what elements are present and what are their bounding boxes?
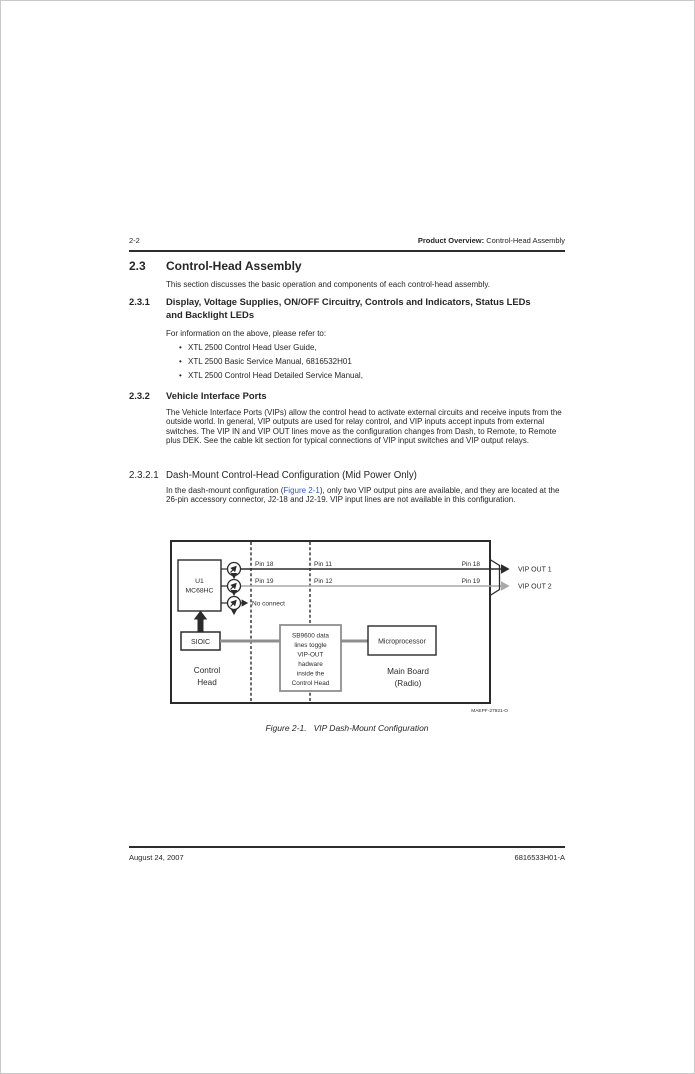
main-board-label-line1: Main Board xyxy=(387,667,429,676)
sb9600-text: Control Head xyxy=(291,680,330,687)
sio-label: SIOIC xyxy=(190,638,211,646)
page-header xyxy=(129,236,565,245)
footer-date: August 24, 2007 xyxy=(129,853,184,862)
pin-label: Pin 12 xyxy=(314,578,333,586)
figure-caption-label: Figure 2-1. xyxy=(265,723,307,733)
section-number: 2.3.1 xyxy=(129,296,150,307)
section-2-3-1-intro: For information on the above, please refer to: xyxy=(166,329,327,338)
pin-label: Pin 19 xyxy=(255,578,274,586)
list-item-text: XTL 2500 Control Head User Guide, xyxy=(188,343,317,352)
sb9600-text: lines toggle xyxy=(294,642,327,649)
section-title: Display, Voltage Supplies, ON/OFF Circuitry, Controls and Indicators, Status LEDs and Backlight LEDs xyxy=(166,296,531,320)
section-2-3-2-heading xyxy=(129,390,532,403)
section-2-3-heading xyxy=(129,259,565,273)
list-item-text: XTL 2500 Basic Service Manual, 6816532H01 xyxy=(188,357,352,367)
figure-2-1-link[interactable]: Figure 2-1 xyxy=(283,486,320,495)
figure-caption-title: VIP Dash-Mount Configuration xyxy=(313,723,429,733)
header-context-bold: Product Overview: xyxy=(417,236,485,245)
u1-label-line2: MC68HC xyxy=(185,587,214,595)
connector-bracket xyxy=(490,560,500,596)
no-connect-label: No connect xyxy=(252,600,285,608)
reference-list xyxy=(179,343,363,386)
u1-label-line1: U1 xyxy=(195,578,204,585)
section-number: 2.3.2.1 xyxy=(129,470,159,481)
section-2-3-2-body: The Vehicle Interface Ports (VIPs) allow the control head to activate external circuits and receive inputs from the outside world. In general, VIP outputs are used for relay control, and VIP inputs accept inputs from external switches. The VIP IN and VIP OUT lines move as the configuration changes from Dash, to Remote, to Remote plus DEK. See the cable kit section for typical connections of VIP input switches and VIP output relays. xyxy=(166,408,562,445)
bullet-glyph: • xyxy=(179,343,182,352)
section-title: Dash-Mount Control-Head Configuration (Mid Power Only) xyxy=(166,470,417,481)
main-board-label-line2: (Radio) xyxy=(394,679,422,688)
artwork-id: MAEPF-27921-O xyxy=(471,709,508,714)
control-head-label-line1: Control xyxy=(193,666,221,675)
section-2-3-2-1-heading xyxy=(129,470,565,481)
sb9600-text: SB9600 data xyxy=(292,632,329,640)
sb9600-text: inside the xyxy=(296,670,325,678)
section-number: 2.3 xyxy=(129,259,146,273)
section-title: Control-Head Assembly xyxy=(166,259,302,273)
list-item xyxy=(179,343,363,352)
figure-diagram xyxy=(168,538,560,718)
header-context xyxy=(418,236,565,245)
section-2-3-body: This section discusses the basic operation and components of each control-head assembly. xyxy=(166,280,491,289)
header-context-rest: Control-Head Assembly xyxy=(484,236,565,245)
pin-label: Pin 18 xyxy=(461,561,480,569)
header-rule xyxy=(129,250,565,252)
section-number: 2.3.2 xyxy=(129,390,150,401)
section-title: Vehicle Interface Ports xyxy=(166,390,267,401)
sb9600-text: hadware xyxy=(298,661,323,668)
vip-out-1-label: VIP OUT 1 xyxy=(518,566,552,574)
sb9600-text: VIP-OUT xyxy=(297,651,324,659)
vip-out-2-label: VIP OUT 2 xyxy=(518,583,552,591)
section-2-3-2-1-body xyxy=(166,486,566,505)
pin-label: Pin 19 xyxy=(461,578,480,586)
figure-caption xyxy=(129,723,565,733)
list-item-text: XTL 2500 Control Head Detailed Service Manual, xyxy=(188,371,363,381)
list-item xyxy=(179,371,363,380)
header-page-number: 2-2 xyxy=(129,236,140,245)
body-text: ), only two VIP output pins are available, and they are located at the 26-pin accessory connector, J2-18 and J2-19. VIP input lines are not available in this configuration. xyxy=(166,486,560,505)
u1-box xyxy=(178,560,221,611)
list-item xyxy=(179,357,363,366)
footer-doc-number: 6816533H01-A xyxy=(514,853,565,862)
page-footer xyxy=(129,853,565,862)
pin-label: Pin 18 xyxy=(255,561,274,569)
pin-label: Pin 11 xyxy=(314,561,332,569)
section-2-3-1-heading xyxy=(129,296,532,321)
body-text: In the dash-mount configuration ( xyxy=(166,486,284,495)
control-head-label-line2: Head xyxy=(197,678,217,687)
bullet-glyph: • xyxy=(179,357,182,367)
footer-rule xyxy=(129,846,565,848)
bullet-glyph: • xyxy=(179,371,182,381)
microprocessor-label: Microprocessor xyxy=(378,638,426,646)
